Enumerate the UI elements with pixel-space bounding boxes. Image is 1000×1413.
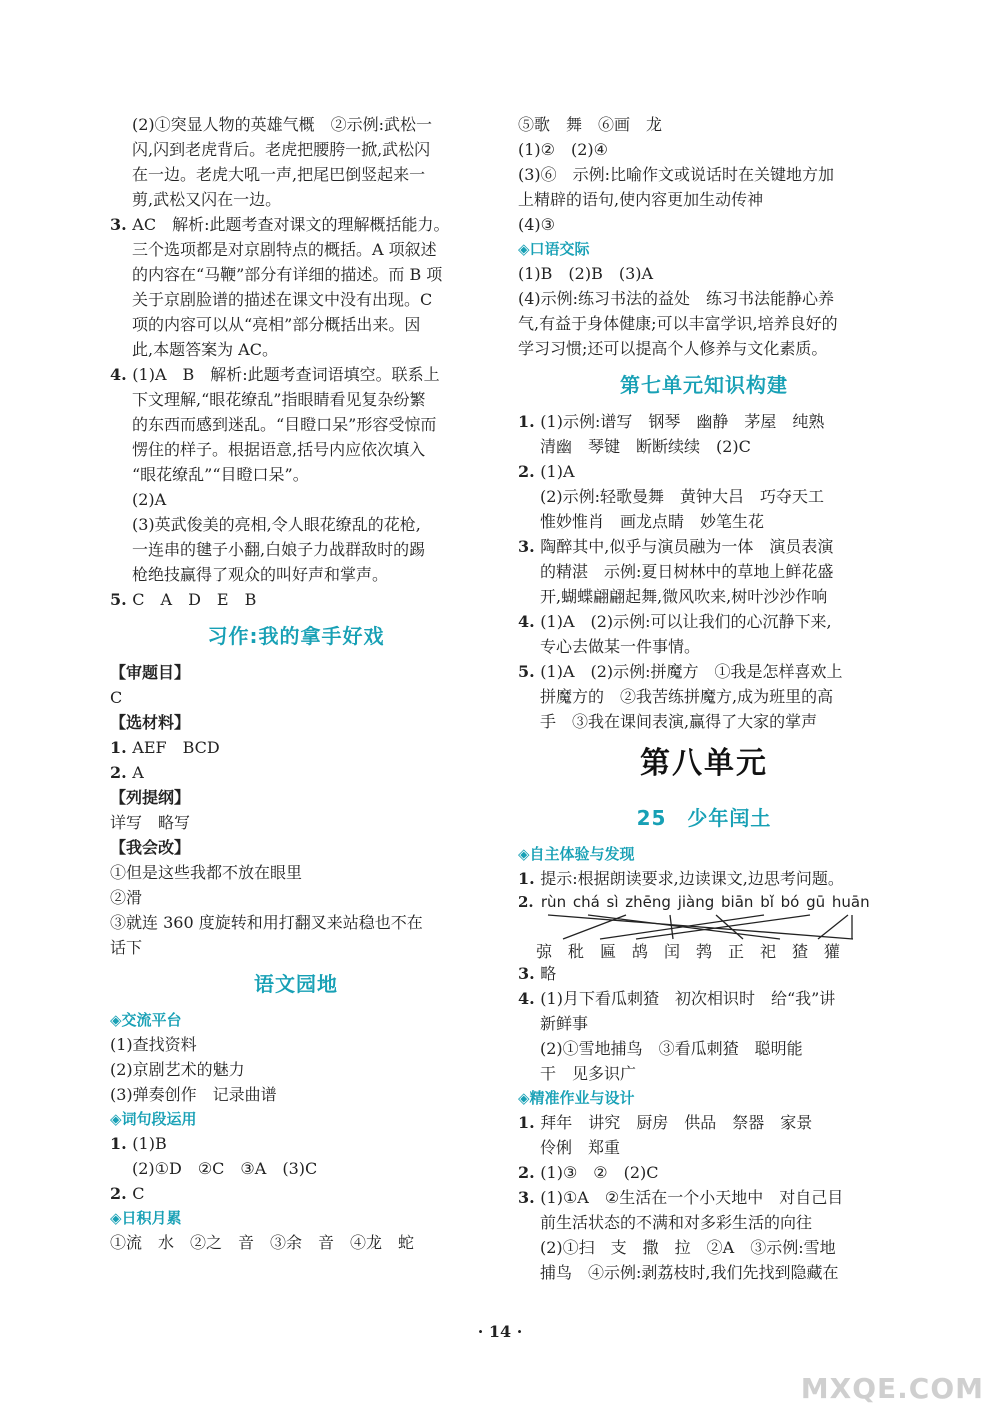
answer-text: (2)A (132, 490, 167, 509)
section-heading: 语文园地 (254, 972, 338, 996)
question-number: 3. (518, 964, 541, 983)
subsection-label: ◈精准作业与设计 (518, 1089, 635, 1107)
answer-line (110, 1082, 482, 1107)
answer-text: 拼魔方的 ②我苦练拼魔方,成为班里的高 (540, 687, 834, 706)
subsection-label: ◈词句段运用 (110, 1110, 197, 1128)
answer-line (110, 537, 482, 562)
answer-text: 在一边。老虎大吼一声,把尾巴倒竖起来一 (132, 165, 426, 184)
answer-line (518, 112, 890, 137)
answer-line (110, 312, 482, 337)
answer-text: (1)查找资料 (110, 1035, 197, 1054)
answer-text: “眼花缭乱”“目瞪口呆”。 (132, 465, 309, 484)
answer-line (110, 910, 482, 935)
answer-line (110, 512, 482, 537)
answer-text: (2)示例:轻歌曼舞 黄钟大吕 巧夺天工 (540, 487, 825, 506)
answer-text: (1)B (2)B (3)A (518, 264, 654, 283)
answer-line (110, 1156, 482, 1181)
answer-text: AEF BCD (132, 738, 220, 757)
answer-text: 专心去做某一件事情。 (540, 637, 701, 656)
question-number: 1. (518, 1113, 541, 1132)
answer-line (518, 659, 890, 684)
answer-text: (1)③ ② (2)C (540, 1163, 659, 1182)
answer-text: 项的内容可以从“亮相”部分概括出来。因 (132, 315, 421, 334)
question-number: 2. (518, 893, 541, 911)
answer-line (110, 362, 482, 387)
answer-line (518, 1036, 890, 1061)
answer-line (110, 137, 482, 162)
answer-text: ①但是这些我都不放在眼里 (110, 863, 303, 882)
match-line (818, 915, 848, 939)
subsection-label: ◈交流平台 (110, 1011, 182, 1029)
answer-line (518, 434, 890, 459)
pinyin-row: rùn chá sì zhēng jiàng biān bǐ bó gū huān (540, 893, 870, 911)
answer-text: 剪,武松又闪在一边。 (132, 190, 282, 209)
hanzi-row: 弶秕匾鸪闰鹁正祀猹獾 (536, 942, 857, 961)
answer-line (518, 286, 890, 311)
answer-line (110, 187, 482, 212)
answer-text: 略 (540, 964, 557, 983)
answer-text: (1)B (132, 1134, 167, 1153)
answer-line (110, 162, 482, 187)
pinyin-matching (518, 891, 890, 961)
answer-line (518, 459, 890, 484)
answer-text: 提示:根据朗读要求,边读课文,边思考问题。 (540, 869, 844, 888)
answer-text: 三个选项都是对京剧特点的概括。A 项叙述 (132, 240, 437, 259)
answer-text: 捕鸟 ④示例:剥荔枝时,我们先找到隐藏在 (540, 1263, 839, 1282)
question-number: 5. (518, 662, 541, 681)
answer-text: 上精辟的语句,使内容更加生动传神 (518, 190, 764, 209)
answer-text: 话下 (110, 938, 143, 957)
answer-text: (4)示例:练习书法的益处 练习书法能静心养 (518, 289, 835, 308)
question-number: 4. (518, 612, 541, 631)
answer-line (518, 961, 890, 986)
answer-line (518, 212, 890, 237)
answer-line (518, 409, 890, 434)
answer-line (110, 412, 482, 437)
answer-line (110, 487, 482, 512)
answer-line (110, 760, 482, 785)
match-line (670, 915, 673, 939)
answer-line (110, 212, 482, 237)
section-heading: 习作:我的拿手好戏 (207, 624, 385, 648)
answer-text: 关于京剧脸谱的描述在课文中没有出现。C (132, 290, 433, 309)
answer-line (110, 885, 482, 910)
subsection-label: ◈自主体验与发现 (518, 845, 635, 863)
question-number: 1. (518, 869, 541, 888)
answer-text: 清幽 琴键 断断续续 (2)C (540, 437, 751, 456)
answer-line (110, 1057, 482, 1082)
answer-text: ⑤歌 舞 ⑥画 龙 (518, 115, 663, 134)
answer-line (110, 810, 482, 835)
bracket-heading: 【审题目】 (110, 663, 191, 682)
question-number: 4. (110, 365, 133, 384)
question-number: 2. (110, 1184, 133, 1203)
left-column (110, 112, 482, 1255)
answer-line (518, 336, 890, 361)
subsection-label: ◈口语交际 (518, 240, 590, 258)
answer-text: C (110, 688, 123, 707)
answer-line (518, 1235, 890, 1260)
answer-text: (3)⑥ 示例:比喻作文或说话时在关键地方加 (518, 165, 835, 184)
question-number: 1. (110, 738, 133, 757)
answer-line (110, 237, 482, 262)
answer-text: (2)①扫 支 撒 拉 ②A ③示例:雪地 (540, 1238, 836, 1257)
section-heading: 25 少年闰土 (636, 806, 772, 830)
question-number: 3. (110, 215, 133, 234)
answer-text: 此,本题答案为 AC。 (132, 340, 278, 359)
answer-text: (3)英武俊美的亮相,令人眼花缭乱的花枪, (132, 515, 421, 534)
answer-line (110, 935, 482, 960)
answer-line (110, 337, 482, 362)
answer-line (518, 559, 890, 584)
answer-text: (1)A B 解析:此题考查词语填空。联系上 (132, 365, 440, 384)
answer-text: 前生活状态的不满和对多彩生活的向往 (540, 1213, 813, 1232)
answer-line (518, 311, 890, 336)
answer-line (110, 437, 482, 462)
answer-text: 拜年 讲究 厨房 供品 祭器 家景 (540, 1113, 813, 1132)
answer-line (518, 684, 890, 709)
answer-line (110, 860, 482, 885)
answer-line (518, 986, 890, 1011)
answer-line (110, 387, 482, 412)
answer-line (518, 1135, 890, 1160)
answer-line (110, 685, 482, 710)
answer-line (110, 735, 482, 760)
answer-text: (1)A (540, 462, 575, 481)
answer-text: 气,有益于身体健康;可以丰富学识,培养良好的 (518, 314, 838, 333)
answer-line (518, 1110, 890, 1135)
answer-line (518, 1210, 890, 1235)
question-number: 3. (518, 537, 541, 556)
answer-line (518, 609, 890, 634)
answer-text: (1)①A ②生活在一个小天地中 对自己目 (540, 1188, 844, 1207)
answer-line (110, 1032, 482, 1057)
answer-text: (1)月下看瓜刺猹 初次相识时 给“我”讲 (540, 989, 836, 1008)
answer-text: 闪,闪到老虎背后。老虎把腰胯一掀,武松闪 (132, 140, 431, 159)
answer-text: 伶俐 郑重 (540, 1138, 621, 1157)
answer-text: (1)② (2)④ (518, 140, 609, 159)
question-number: 5. (110, 590, 133, 609)
answer-line (518, 1160, 890, 1185)
answer-text: (2)京剧艺术的魅力 (110, 1060, 245, 1079)
bracket-heading: 【我会改】 (110, 838, 191, 857)
answer-text: (4)③ (518, 215, 556, 234)
answer-text: (3)弹奏创作 记录曲谱 (110, 1085, 277, 1104)
answer-line (110, 1131, 482, 1156)
answer-text: 的内容在“马鞭”部分有详细的描述。而 B 项 (132, 265, 443, 284)
answer-text: ③就连 360 度旋转和用打翻叉来站稳也不在 (110, 913, 423, 932)
section-heading: 第七单元知识构建 (620, 373, 788, 397)
answer-line (518, 261, 890, 286)
answer-text: 的东西而感到迷乱。“目瞪口呆”形容受惊而 (132, 415, 437, 434)
right-column (518, 112, 890, 1285)
unit-title: 第八单元 (640, 746, 768, 781)
answer-line (518, 484, 890, 509)
answer-text: 愣住的样子。根据语意,括号内应依次填入 (132, 440, 426, 459)
answer-line (110, 462, 482, 487)
answer-text: 一连串的毽子小翻,白娘子力战群敌时的踢 (132, 540, 426, 559)
question-number: 2. (518, 1163, 541, 1182)
subsection-label: ◈日积月累 (110, 1209, 182, 1227)
answer-text: 学习习惯;还可以提高个人修养与文化素质。 (518, 339, 828, 358)
answer-line (518, 162, 890, 187)
answer-line (518, 1185, 890, 1210)
answer-text: 开,蝴蝶翩翩起舞,微风吹来,树叶沙沙作响 (540, 587, 828, 606)
question-number: 3. (518, 1188, 541, 1207)
answer-text: 详写 略写 (110, 813, 191, 832)
answer-text: (1)A (2)示例:拼魔方 ①我是怎样喜欢上 (540, 662, 843, 681)
answer-text: ①流 水 ②之 音 ③余 音 ④龙 蛇 (110, 1233, 415, 1252)
answer-line (518, 534, 890, 559)
answer-line (518, 1061, 890, 1086)
answer-line (110, 287, 482, 312)
answer-line (518, 584, 890, 609)
question-number: 2. (110, 763, 133, 782)
answer-text: A (132, 763, 144, 782)
answer-line (518, 509, 890, 534)
question-number: 4. (518, 989, 541, 1008)
answer-line (110, 112, 482, 137)
answer-text: 手 ③我在课间表演,赢得了大家的掌声 (540, 712, 818, 731)
answer-line (110, 262, 482, 287)
answer-text: 新鲜事 (540, 1014, 589, 1033)
answer-line (110, 587, 482, 612)
question-number: 2. (518, 462, 541, 481)
answer-text: (2)①雪地捕鸟 ③看瓜刺猹 聪明能 (540, 1039, 803, 1058)
answer-line (518, 1260, 890, 1285)
answer-text: C A D E B (132, 590, 257, 609)
answer-line (110, 1230, 482, 1255)
answer-line (518, 1011, 890, 1036)
answer-line (518, 137, 890, 162)
page-number: · 14 · (477, 1322, 523, 1341)
answer-line (518, 187, 890, 212)
bracket-heading: 【选材料】 (110, 713, 191, 732)
answer-text: C (132, 1184, 145, 1203)
answer-text: 干 见多识广 (540, 1064, 637, 1083)
answer-text: (2)①突显人物的英雄气概 ②示例:武松一 (132, 115, 433, 134)
bracket-heading: 【列提纲】 (110, 788, 191, 807)
answer-line (518, 634, 890, 659)
match-line (636, 915, 810, 939)
answer-text: 陶醉其中,似乎与演员融为一体 演员表演 (540, 537, 834, 556)
question-number: 1. (518, 412, 541, 431)
answer-text: (1)A (2)示例:可以让我们的心沉静下来, (540, 612, 832, 631)
watermark: MXQE.COM (800, 1372, 984, 1405)
answer-line (110, 562, 482, 587)
answer-text: (2)①D ②C ③A (3)C (132, 1159, 318, 1178)
question-number: 1. (110, 1134, 133, 1153)
answer-text: ②滑 (110, 888, 143, 907)
answer-line (518, 866, 890, 891)
answer-text: 惟妙惟肖 画龙点睛 妙笔生花 (540, 512, 765, 531)
answer-line (110, 1181, 482, 1206)
answer-text: 的精湛 示例:夏日树林中的草地上鲜花盛 (540, 562, 834, 581)
answer-text: 下文理解,“眼花缭乱”指眼睛看见复杂纷繁 (132, 390, 426, 409)
answer-text: 枪绝技赢得了观众的叫好声和掌声。 (132, 565, 389, 584)
answer-text: AC 解析:此题考查对课文的理解概括能力。 (132, 215, 450, 234)
answer-text: (1)示例:谱写 钢琴 幽静 茅屋 纯熟 (540, 412, 825, 431)
answer-line (518, 709, 890, 734)
